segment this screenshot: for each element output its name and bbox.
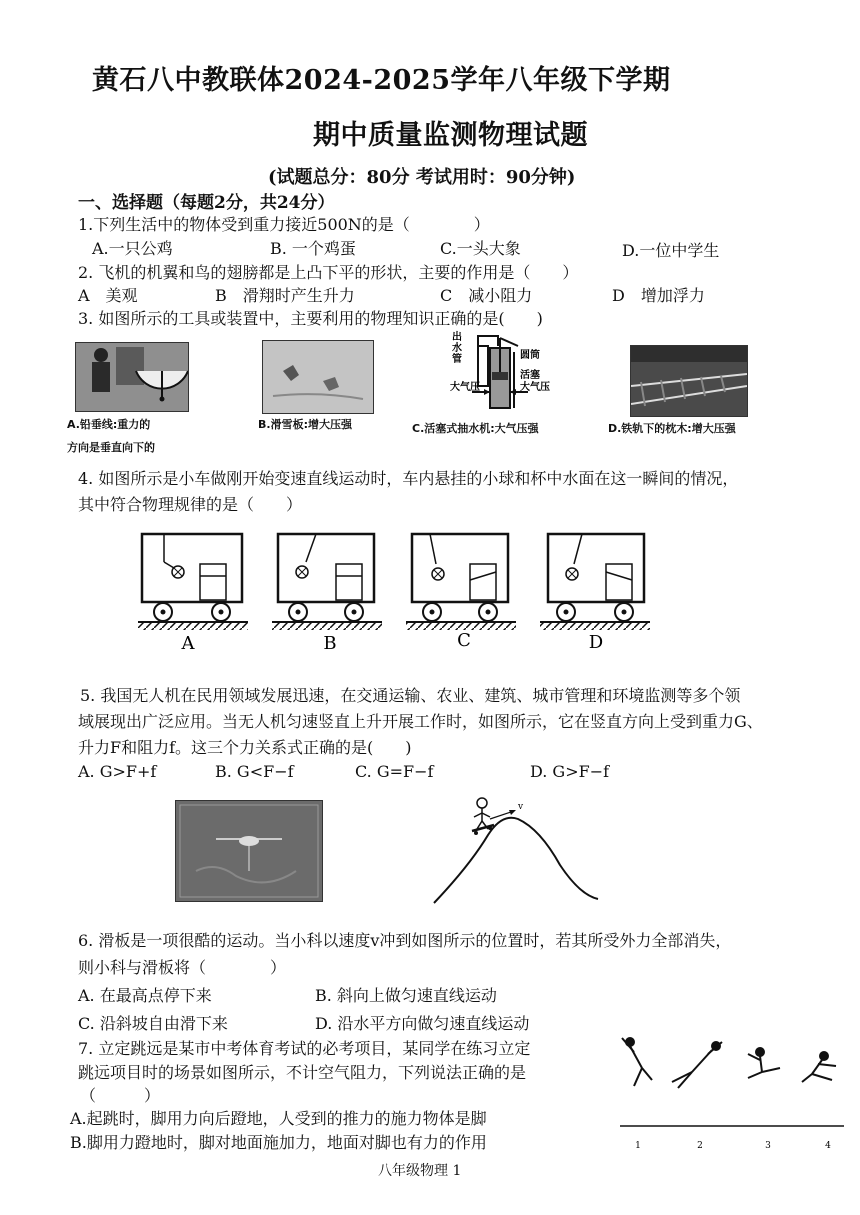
question-5-stem-line2: 域展现出广泛应用。当无人机匀速竖直上升开展工作时，如图所示，它在竖直方向上受到重力G、: [78, 712, 763, 731]
exam-title-line1: 黄石八中教联体2024-2025学年八年级下学期: [92, 65, 671, 96]
q1-option-b: B. 一个鸡蛋: [270, 239, 356, 258]
exam-title-line2: 期中质量监测物理试题: [313, 120, 588, 151]
cart-label-a: A: [181, 633, 195, 654]
section-heading: 一、选择题（每题2分，共24分）: [78, 193, 335, 213]
jump-position-3: 3: [765, 1141, 771, 1151]
question-3-stem: 3. 如图所示的工具或装置中，主要利用的物理知识正确的是( ): [78, 309, 543, 328]
pump-label-out2: 水: [452, 343, 462, 354]
question-7-stem-line2: 跳远项目时的场景如图所示，不计空气阻力，下列说法正确的是: [78, 1063, 527, 1082]
q2-option-b: B 滑翔时产生升力: [215, 286, 355, 305]
pump-label-piston: 活塞: [520, 370, 540, 381]
q1-option-a: A.一只公鸡: [92, 239, 173, 258]
q2-option-a: A 美观: [78, 286, 138, 305]
cart-a: [138, 534, 248, 654]
jump-position-4: 4: [825, 1141, 831, 1151]
question-2-stem: 2. 飞机的机翼和鸟的翅膀都是上凸下平的形状，主要的作用是（ ）: [78, 263, 579, 282]
q6-option-d: D. 沿水平方向做匀速直线运动: [315, 1014, 530, 1033]
cart-b: [272, 534, 382, 654]
q3-caption-d: D.铁轨下的枕木:增大压强: [608, 422, 736, 435]
q1-option-d: D.一位中学生: [622, 241, 720, 260]
q7-option-b: B.脚用力蹬地时，脚对地面施加力，地面对脚也有力的作用: [70, 1133, 487, 1152]
cart-label-b: B: [323, 633, 337, 654]
cart-diagram: [130, 524, 660, 654]
long-jump-diagram: [612, 1030, 852, 1160]
pump-label-cylinder: 圆筒: [520, 350, 540, 361]
railway-photo: [630, 345, 748, 417]
question-5-stem-line1: 5. 我国无人机在民用领域发展迅速，在交通运输、农业、建筑、城市管理和环境监测等多个领: [80, 686, 741, 705]
q2-option-d: D 增加浮力: [612, 286, 705, 305]
skateboard-slope-diagram: [430, 795, 600, 905]
q5-option-b: B. G<F−f: [215, 762, 294, 781]
question-6-stem-line2: 则小科与滑板将（ ）: [78, 958, 287, 977]
pump-label-out3: 管: [452, 354, 462, 365]
cart-c: [406, 534, 516, 651]
cart-label-d: D: [588, 632, 604, 653]
piston-pump-diagram: [448, 328, 558, 416]
question-7-stem-line1: 7. 立定跳远是某市中考体育考试的必考项目，某同学在练习立定: [78, 1039, 531, 1058]
q6-option-a: A. 在最高点停下来: [78, 986, 212, 1005]
cart-label-c: C: [457, 630, 471, 651]
velocity-label: v: [518, 802, 524, 812]
jump-position-2: 2: [697, 1141, 703, 1151]
question-4-stem-line1: 4. 如图所示是小车做刚开始变速直线运动时，车内悬挂的小球和杯中水面在这一瞬间的情况，: [78, 469, 739, 488]
plumb-line-photo: [75, 342, 189, 412]
q6-option-c: C. 沿斜坡自由滑下来: [78, 1014, 228, 1033]
pump-label-atm-right: 大气压: [520, 382, 550, 393]
q5-option-d: D. G>F−f: [530, 762, 610, 781]
question-1-stem: 1.下列生活中的物体受到重力接近500N的是（ ）: [78, 215, 490, 234]
drone-photo: [175, 800, 323, 902]
q7-option-a: A.起跳时，脚用力向后蹬地，人受到的推力的施力物体是脚: [70, 1109, 487, 1128]
page-footer: 八年级物理 1: [378, 1163, 462, 1179]
q2-option-c: C 减小阻力: [440, 286, 533, 305]
q5-option-a: A. G>F+f: [78, 762, 157, 781]
q3-caption-b: B.滑雪板:增大压强: [258, 418, 352, 431]
question-6-stem-line1: 6. 滑板是一项很酷的运动。当小科以速度v冲到如图所示的位置时，若其所受外力全部消失，: [78, 931, 732, 950]
q1-option-c: C.一头大象: [440, 239, 521, 258]
q3-caption-c: C.活塞式抽水机:大气压强: [412, 422, 539, 435]
question-4-stem-line2: 其中符合物理规律的是（ ）: [78, 495, 303, 514]
jump-position-1: 1: [635, 1141, 641, 1151]
cart-d: [540, 534, 650, 653]
q6-option-b: B. 斜向上做匀速直线运动: [315, 986, 497, 1005]
ski-photo: [262, 340, 374, 414]
q5-option-c: C. G=F−f: [355, 762, 434, 781]
q3-caption-a-line1: A.铅垂线:重力的: [67, 418, 151, 431]
pump-label-out1: 出: [452, 332, 462, 343]
question-5-stem-line3: 升力F和阻力f。这三个力关系式正确的是( ): [78, 738, 412, 757]
exam-info: (试题总分：80分 考试用时：90分钟): [268, 167, 576, 188]
pump-label-atm-left: 大气压: [450, 382, 480, 393]
q3-caption-a-line2: 方向是垂直向下的: [67, 441, 155, 454]
question-7-stem-line3: （ ）: [80, 1086, 161, 1105]
